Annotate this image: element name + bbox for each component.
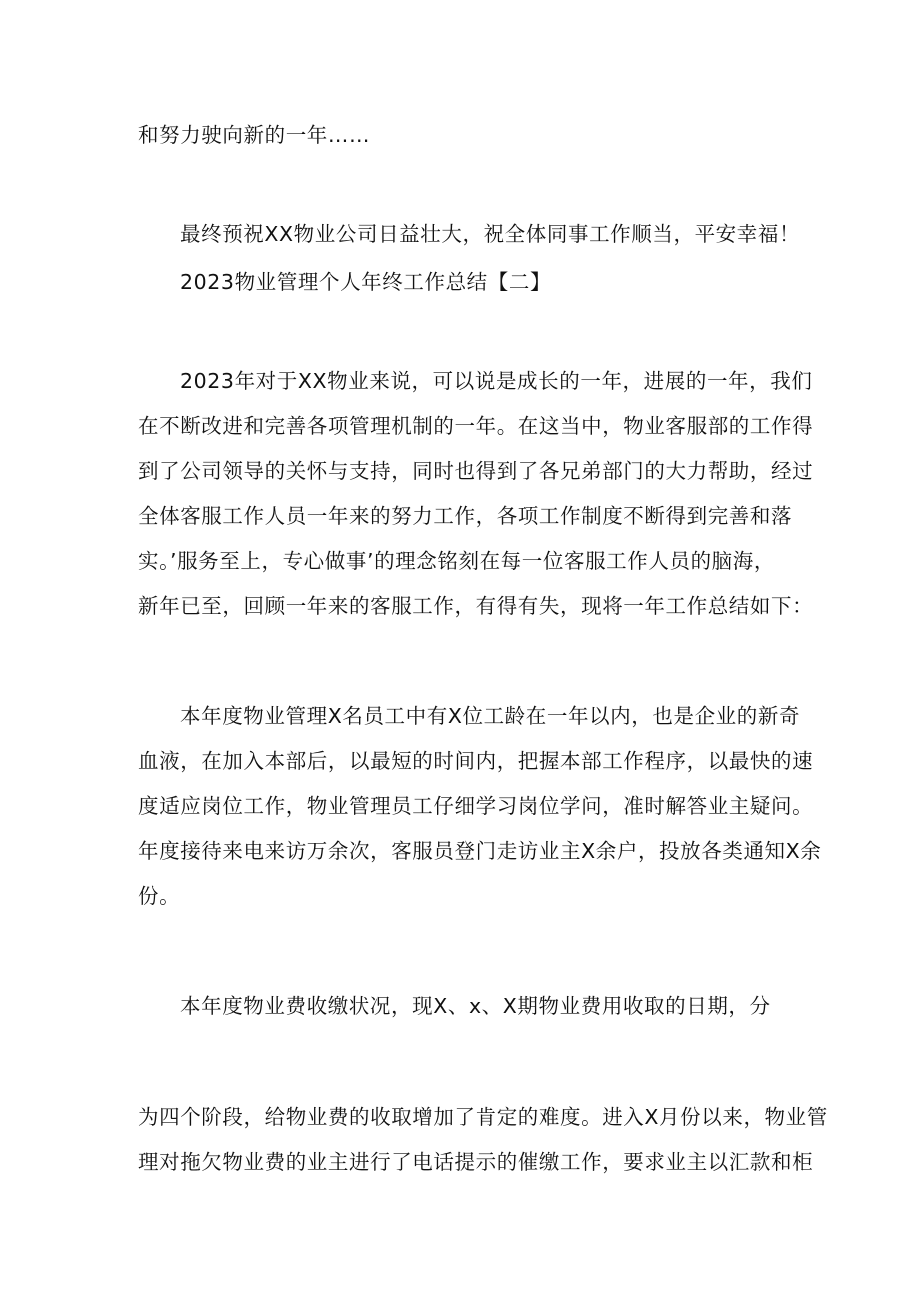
paragraph-line: 度适应岗位工作，物业管理员工仔细学习岗位学问，准时解答业主疑问。 — [138, 794, 814, 818]
paragraph-line: 血液，在加入本部后，以最短的时间内，把握本部工作程序，以最快的速 — [138, 749, 814, 773]
paragraph-line: 份。 — [138, 884, 181, 908]
paragraph-line: 2023年对于XX物业来说，可以说是成长的一年，进展的一年，我们 — [180, 369, 813, 393]
paragraph-line: 到了公司领导的关怀与支持，同时也得到了各兄弟部门的大力帮助，经过 — [138, 459, 814, 483]
paragraph-line: 全体客服工作人员一年来的努力工作，各项工作制度不断得到完善和落 — [138, 504, 793, 528]
paragraph-line: 最终预祝XX物业公司日益壮大，祝全体同事工作顺当，平安幸福！ — [180, 222, 801, 246]
paragraph-line: 实。’服务至上，专心做事’的理念铭刻在每一位客服工作人员的脑海， — [138, 549, 775, 573]
paragraph-line: 年度接待来电来访万余次，客服员登门走访业主X余户，投放各类通知X余 — [138, 839, 822, 863]
paragraph-line: 本年度物业费收缴状况，现X、x、X期物业费用收取的日期，分 — [180, 994, 771, 1018]
paragraph-line: 和努力驶向新的一年…… — [138, 123, 371, 147]
paragraph-line: 本年度物业管理X名员工中有X位工龄在一年以内，也是企业的新奇 — [180, 704, 801, 728]
paragraph-line: 为四个阶段，给物业费的收取增加了肯定的难度。进入X月份以来，物业管 — [138, 1105, 828, 1129]
section-heading: 2023物业管理个人年终工作总结【二】 — [180, 270, 552, 294]
paragraph-line: 新年已至，回顾一年来的客服工作，有得有失，现将一年工作总结如下： — [138, 594, 814, 618]
paragraph-line: 在不断改进和完善各项管理机制的一年。在这当中，物业客服部的工作得 — [138, 414, 814, 438]
paragraph-line: 理对拖欠物业费的业主进行了电话提示的催缴工作，要求业主以汇款和柜 — [138, 1150, 814, 1174]
